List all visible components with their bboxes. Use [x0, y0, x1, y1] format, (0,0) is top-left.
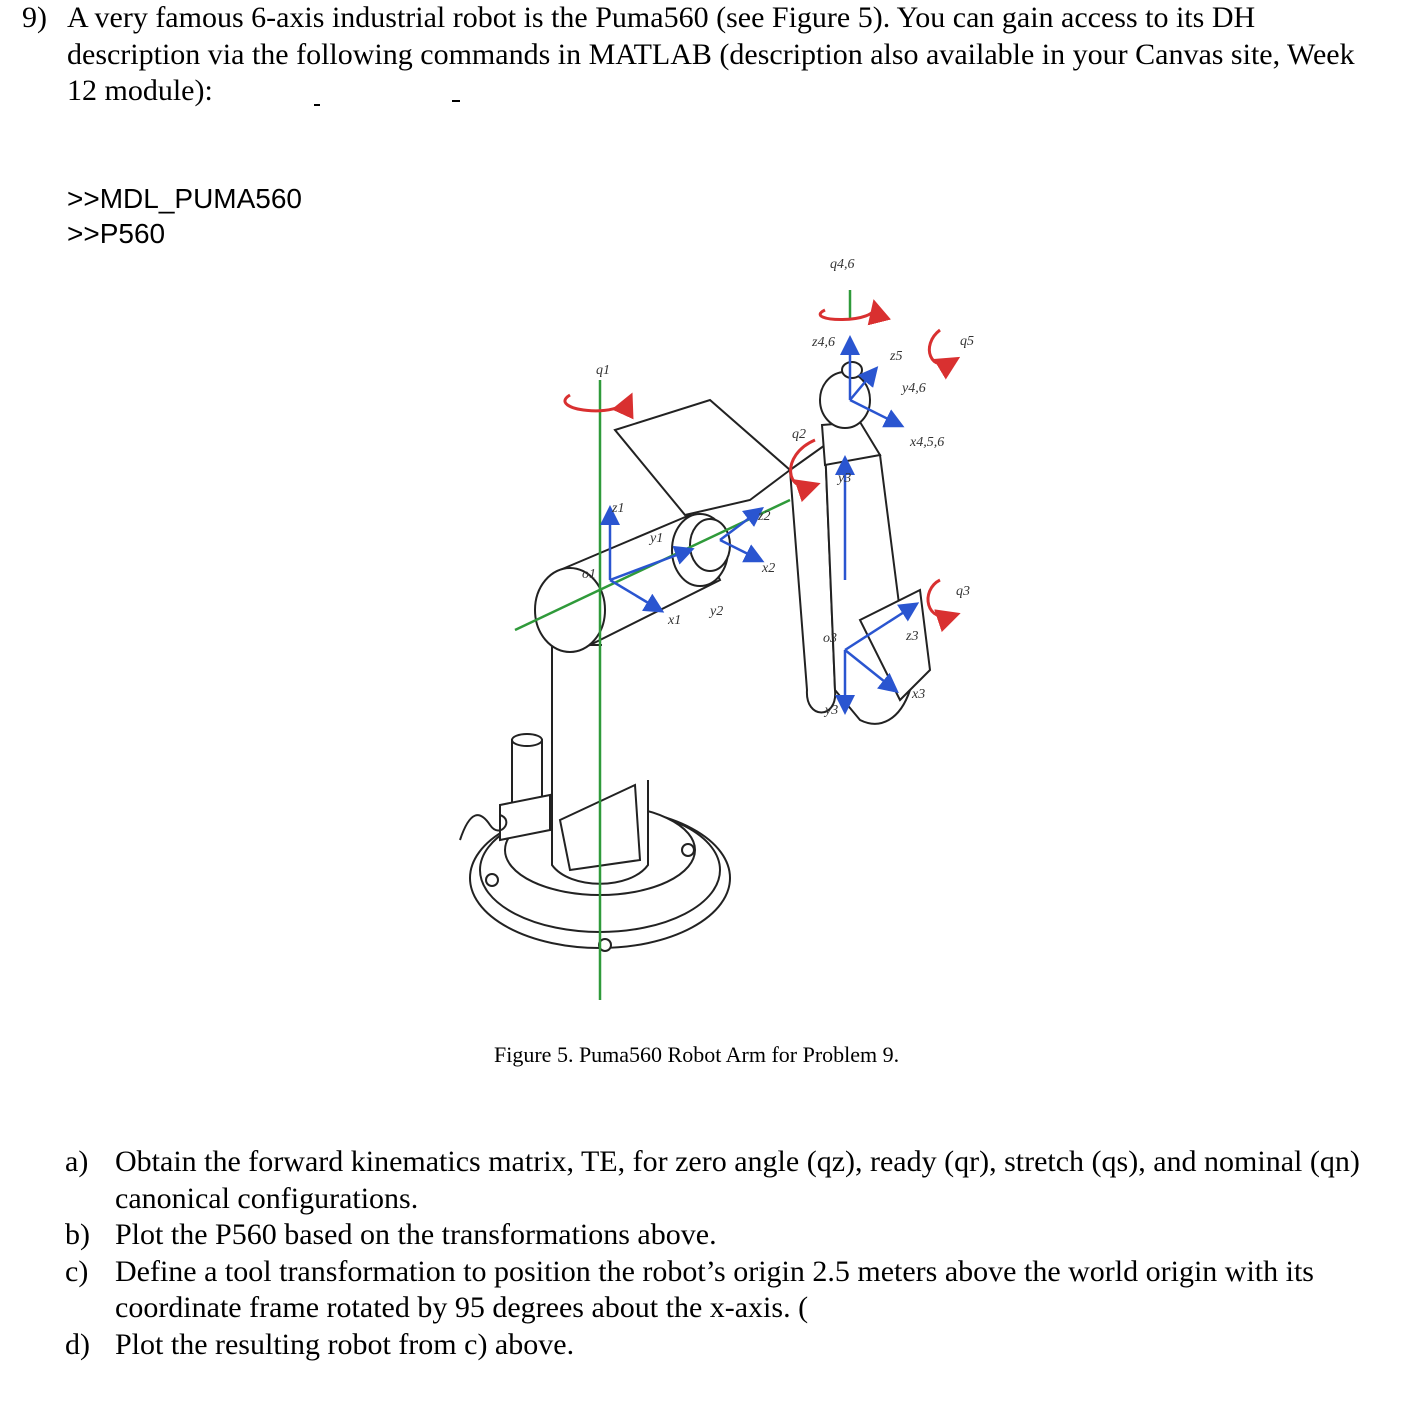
text-cursor-mark [314, 104, 320, 106]
label-z3: z3 [906, 629, 919, 644]
part-d [65, 1327, 1385, 1364]
label-q2: q2 [792, 427, 806, 442]
label-q3: q3 [956, 584, 970, 599]
part-c [65, 1254, 1385, 1327]
base-motor [460, 734, 550, 840]
part-a-text: Obtain the forward kinematics matrix, TE, for zero angle (qz), ready (qr), stretch (qs), and nominal (qn) canonical configurations. [115, 1145, 1360, 1215]
part-c-text: Define a tool transformation to position the robot’s origin 2.5 meters above the world origin with its coordinate frame rotated by 95 degrees about the x-axis. ( [115, 1254, 1314, 1325]
label-x456: x4,5,6 [910, 435, 945, 450]
part-c-label: c) [65, 1254, 89, 1288]
label-o3: o3 [823, 631, 837, 646]
label-q46: q4,6 [830, 257, 855, 272]
part-d-text: Plot the resulting robot from c) above. [115, 1327, 575, 1361]
label-q5: q5 [960, 334, 974, 349]
label-y3-bottom: y3 [825, 703, 839, 718]
figure-caption: Figure 5. Puma560 Robot Arm for Problem 9. [494, 1042, 900, 1067]
question-text [67, 0, 1387, 110]
puma560-drawing [420, 250, 1000, 1010]
shoulder-link [535, 400, 790, 652]
label-x3: x3 [912, 687, 926, 702]
stray-dash-mark [452, 100, 460, 102]
label-y1: y1 [650, 531, 664, 546]
label-q1: q1 [596, 363, 610, 378]
part-b-text: Plot the P560 based on the transformations above. [115, 1218, 717, 1252]
puma560-figure [420, 250, 1000, 1010]
label-z1: z1 [612, 501, 625, 516]
question-body: A very famous 6-axis industrial robot is the Puma560 (see Figure 5). You can gain access to its DH description via the following commands in MATLAB (description also available in your Canvas site, Week 12 module): [67, 1, 1355, 107]
part-a [65, 1144, 1385, 1217]
label-z5: z5 [890, 349, 903, 364]
label-x2: x2 [762, 561, 776, 576]
occlusion-patch [602, 630, 662, 780]
part-b-label: b) [65, 1218, 90, 1252]
question-number: 9) [22, 1, 47, 34]
label-o1: o1 [582, 567, 596, 582]
label-z2: z2 [758, 509, 771, 524]
label-y2: y2 [710, 604, 724, 619]
label-y46: y4,6 [902, 381, 926, 396]
question-parts [65, 1144, 1385, 1364]
part-b [65, 1217, 1385, 1254]
matlab-command-2: >>P560 [67, 218, 166, 249]
label-y3-top: y3 [838, 471, 852, 486]
label-x1: x1 [668, 613, 682, 628]
matlab-command-1: >>MDL_PUMA560 [67, 183, 303, 214]
label-z46: z4,6 [812, 335, 835, 350]
part-d-label: d) [65, 1327, 90, 1361]
part-a-label: a) [65, 1145, 89, 1178]
